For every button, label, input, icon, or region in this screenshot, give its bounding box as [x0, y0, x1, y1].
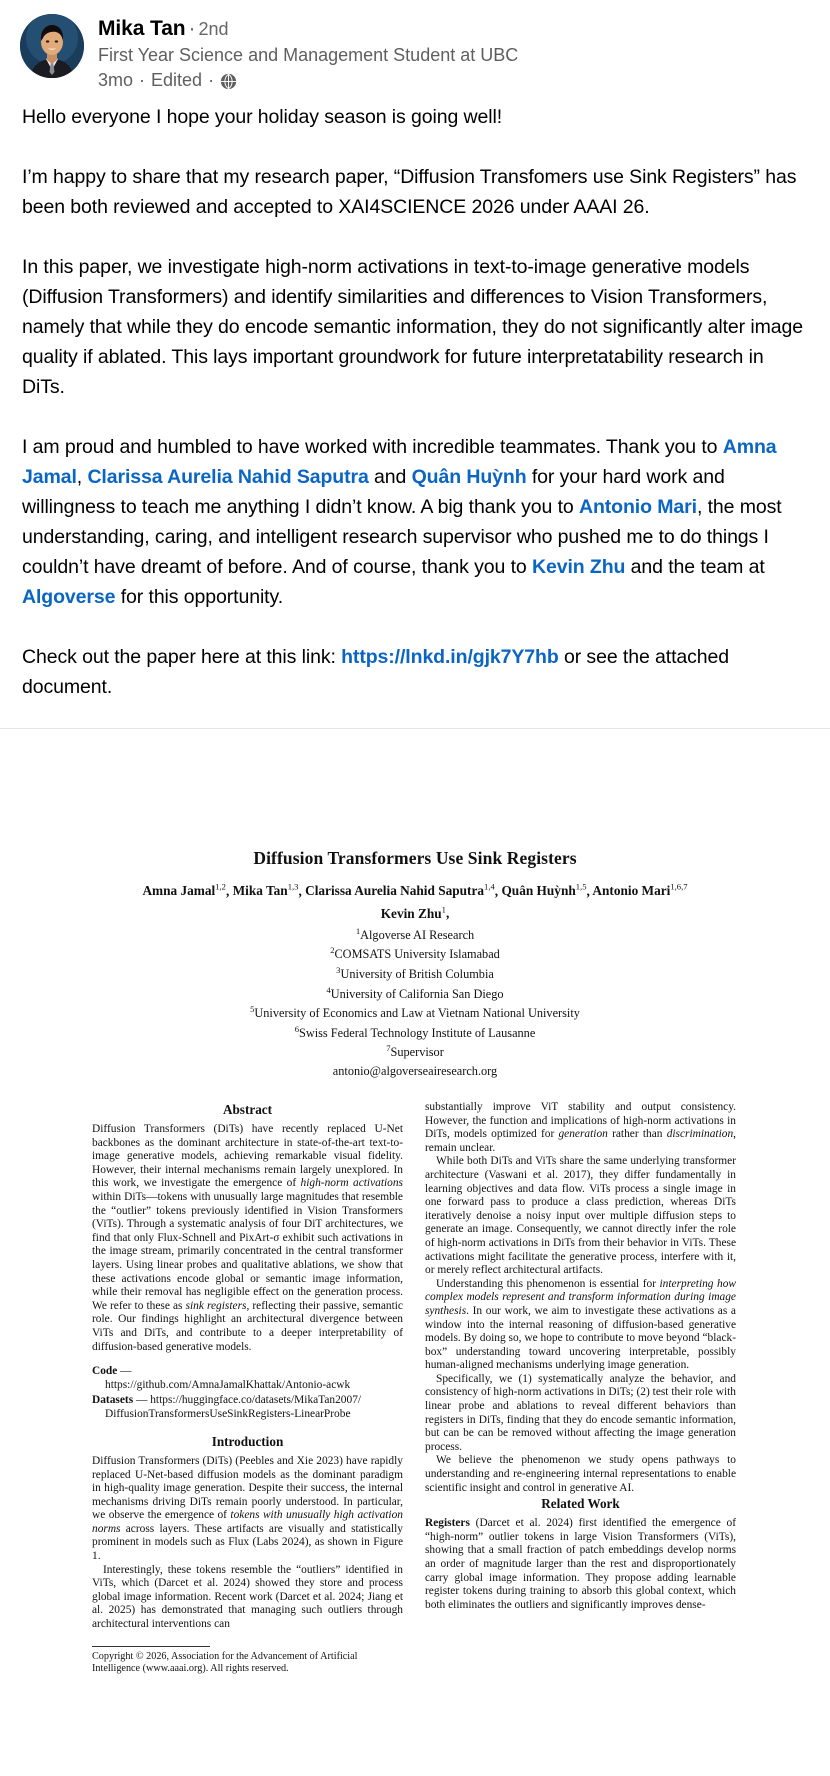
post-body [0, 94, 830, 728]
right-p1-italic-1: generation [558, 1128, 608, 1141]
code-block [92, 1364, 403, 1392]
document-columns [92, 1101, 738, 1675]
right-p3-part-a: Understanding this phenomenon is essential for [436, 1277, 660, 1290]
paper-title: Diffusion Transformers Use Sink Registers [253, 848, 577, 868]
right-p1-part-c: , remain unclear. [425, 1128, 736, 1154]
datasets-block [92, 1393, 403, 1421]
p5-text-b: or see the attached document. [22, 646, 730, 698]
mention-kevin-zhu[interactable]: Kevin Zhu [532, 556, 626, 578]
affiliation-6-text: Swiss Federal Technology Institute of Lausanne [299, 1025, 536, 1040]
page-bottom-spacer [92, 1675, 738, 1691]
author-1-sup: 1,3 [287, 882, 299, 892]
right-p3-part-b: . In our work, we aim to investigate these activations as a window into the internal reasoning of diffusion-based generative models. By doing so, we hope to contribute to move beyond “black-box” understanding toward uncovering interpretable, possibly human-aligned mechanisms underlying image generation. [425, 1304, 736, 1372]
affiliation-2-text: COMSATS University Islamabad [334, 947, 500, 962]
paper-affiliations [92, 924, 738, 1061]
author-name[interactable]: Mika Tan [98, 17, 186, 40]
post-time: 3mo [98, 70, 134, 90]
post-paragraph-3: In this paper, we investigate high-norm activations in text-to-image generative models (Diffusion Transformers) and identify similarities and differences to Vision Transformers, namely that while they do encode semantic information, they do not significantly alter image quality if ablated. This lays important groundwork for future interpretatability research in DiTs. [22, 256, 803, 398]
p4-text-f: and the team at [625, 556, 765, 578]
code-url[interactable]: https://github.com/AmnaJamalKhattak/Antonio-acwk [105, 1379, 351, 1392]
right-paragraph-3 [425, 1278, 736, 1373]
author-0-name: Amna Jamal [142, 883, 216, 899]
intro-paragraph-2: Interestingly, these tokens resemble the “outliers” identified in ViTs, which (Darcet et al. 2024) showed they store and process global image information. Recent work (Darcet et al. 2024; Jiang et al. 2025) has demonstrated that managing such outliers through architectural interventions can [92, 1563, 403, 1631]
related-work-text: (Darcet et al. 2024) first identified the emergence of “high-norm” outlier tokens in large Vision Transformers (ViTs), showing that a small fraction of patch embeddings develop norms an order of magnitude larger than the rest and disproportionately carry global image information. They propose adding learnable register tokens during training to absorb this global context, which both eliminates the outliers and significantly improves dense- [425, 1517, 736, 1611]
contact-email: antonio@algoverseairesearch.org [332, 1064, 498, 1078]
affiliation-6-num: 6 [294, 1023, 300, 1034]
abstract-part-2: within DiTs—tokens with unusually large magnitudes that resemble the “outlier” tokens previously identified in Vision Transformers (ViTs). Through a systematic analysis of four DiT architectures, we find that only Flux-Schnell and PixArt-σ exhibit such activations in the image stream, primarily concentrated in the central transformer layers. Using linear probes and qualitative ablations, we show that these activations encode global or semantic image information, while their removal has negligible effect on the generation process. We refer to these as [92, 1190, 403, 1312]
author-4 [592, 883, 687, 898]
author-2-name: Clarissa Aurelia Nahid Saputra [305, 883, 485, 899]
avatar[interactable] [20, 14, 84, 78]
author-4-name: Antonio Mari [592, 883, 671, 899]
affiliation-5-num: 5 [250, 1004, 255, 1015]
datasets-label: Datasets [92, 1393, 134, 1406]
affiliation-1-num: 1 [355, 925, 361, 936]
code-dash: — [117, 1365, 132, 1378]
affiliation-4 [92, 983, 738, 1003]
affiliation-1 [92, 924, 738, 944]
datasets-url-cont[interactable]: DiffusionTransformersUseSinkRegisters-LinearProbe [105, 1407, 351, 1420]
post-paragraph-2: I’m happy to share that my research paper, “Diffusion Transfomers use Sink Registers” has been both reviewed and accepted to XAI4SCIENCE 2026 under AAAI 26. [22, 166, 797, 218]
affiliation-3-num: 3 [336, 965, 341, 976]
post-paragraph-1: Hello everyone I hope your holiday season is going well! [22, 106, 503, 128]
affiliation-2-num: 2 [330, 945, 335, 956]
affiliation-7 [92, 1041, 738, 1061]
post-paragraph-5 [22, 642, 808, 702]
document-column-left [92, 1101, 403, 1675]
author-4-sup: 1,6,7 [670, 882, 688, 892]
affiliation-7-text: Supervisor [390, 1045, 444, 1060]
right-paragraph-4: Specifically, we (1) systematically analyze the behavior, and consistency of high-norm activations in DiTs; (2) test their role with linear probe and ablations to reveal different behaviors than registers in DiTs, finding that they do encode semantic information, but can be can be removed without affecting the image generation process. [425, 1372, 736, 1453]
abstract-italic-1: high-norm activations [300, 1177, 403, 1190]
intro-p1-italic: tokens with unusually high activation norms [92, 1509, 403, 1535]
right-p1-italic-2: discrimination [666, 1128, 734, 1141]
related-work-heading: Related Work [541, 1496, 620, 1512]
right-paragraph-2: While both DiTs and ViTs share the same underlying transformer architecture (Vaswani et al. 2017), they differ fundamentally in learning objectives and data flow. ViTs process a single image in one forward pass to produce a class prediction, whereas DiTs iteratively denoise a noisy input over multiple diffusion steps to generate an image. Consequently, we cannot directly infer the role of high-norm activations in DiTs from their behavior in ViTs. These activations might facilitate the generative process, interfere with it, or merely reflect architectural artifacts. [425, 1155, 736, 1277]
intro-paragraph-1 [92, 1455, 403, 1564]
right-p3-italic: interpreting how complex models represent and transform information during image synthesis [425, 1277, 736, 1317]
datasets-url[interactable]: https://huggingface.co/datasets/MikaTan2007/ [150, 1393, 362, 1406]
globe-icon [220, 72, 237, 89]
document-column-right [425, 1101, 736, 1675]
mention-quan-huynh[interactable]: Quân Huỳnh [411, 466, 527, 488]
affiliation-1-text: Algoverse AI Research [360, 927, 475, 942]
author-identity [98, 14, 518, 92]
author-5-name: Kevin Zhu [380, 905, 442, 921]
intro-p1-part-a: Diffusion Transformers (DiTs) (Peebles and Xie 2023) have rapidly replaced U-Net-based diffusion models as the dominant paradigm in high-quality image generation. Despite their success, the internal mechanisms driving DiTs remain poorly understood. In particular, we observe the emergence of [92, 1454, 403, 1522]
footnote-rule [92, 1646, 210, 1647]
connection-degree: 2nd [198, 19, 229, 39]
author-5 [381, 906, 446, 921]
p4-text-d: for your hard work and willingness to teach me anything I didn’t know. A big thank you to [22, 466, 725, 518]
right-p1-part-a: substantially improve ViT stability and output consistency. However, the function and implications of high-norm activations in DiTs, models optimized for [425, 1101, 736, 1141]
affiliation-6 [92, 1022, 738, 1042]
affiliation-4-text: University of California San Diego [330, 986, 504, 1001]
mention-algoverse[interactable]: Algoverse [22, 586, 116, 608]
affiliation-2 [92, 943, 738, 963]
author-name-line [98, 16, 518, 42]
paper-link[interactable]: https://lnkd.in/gjk7Y7hb [341, 646, 559, 668]
p4-text-g: for this opportunity. [115, 586, 284, 608]
affiliation-5 [92, 1002, 738, 1022]
author-2 [305, 883, 495, 898]
author-2-sup: 1,4 [484, 882, 495, 892]
author-1 [233, 883, 299, 898]
abstract-italic-2: sink registers [185, 1299, 247, 1312]
related-work-lead-in: Registers [425, 1517, 470, 1530]
p4-text-c: and [368, 466, 412, 488]
affiliation-5-text: University of Economics and Law at Vietnam National University [254, 1006, 580, 1021]
right-paragraph-1 [425, 1101, 736, 1155]
mention-clarissa-saputra[interactable]: Clarissa Aurelia Nahid Saputra [87, 466, 369, 488]
p5-text-a: Check out the paper here at this link: [22, 646, 342, 668]
author-3 [501, 883, 586, 898]
post-header [0, 0, 830, 94]
p4-text-e: , the most understanding, caring, and intelligent research supervisor who pushed me to do things I couldn’t have dreamt of before. And of course, thank you to [22, 496, 782, 578]
code-label: Code [92, 1365, 118, 1378]
abstract-part-1: Diffusion Transformers (DiTs) have recently replaced U-Net backbones as the dominant architecture in state-of-the-art text-to-image generative models, achieving remarkable visual fidelity. However, their internal mechanisms remain largely unexplored. In this work, we investigate the emergence of [92, 1123, 403, 1190]
author-3-sup: 1,5 [575, 882, 587, 892]
meta-separator-2: · [208, 70, 215, 90]
post-meta [98, 68, 518, 92]
affiliation-4-num: 4 [326, 984, 331, 995]
p4-text-a: I am proud and humbled to have worked with incredible teammates. Thank you to [22, 436, 723, 458]
post-paragraph-4 [22, 432, 808, 612]
name-separator: · [188, 17, 196, 40]
author-1-name: Mika Tan [232, 883, 288, 899]
abstract-part-3: , reflecting their passive, semantic role. Our findings highlight an architectural divergence between ViTs and DiTs, and contribute to a deeper interpretability of diffusion-based generative models. [92, 1299, 403, 1353]
mention-antonio-mari[interactable]: Antonio Mari [578, 496, 697, 518]
post-edited: Edited [151, 70, 203, 90]
copyright-footnote: Copyright © 2026, Association for the Advancement of Artificial Intelligence (www.aaai.org). All rights reserved. [92, 1650, 358, 1674]
right-paragraph-5: We believe the phenomenon we study opens pathways to understanding and re-engineering internal representations to enable scientific insight and control in generative AI. [425, 1454, 736, 1494]
meta-separator-1: · [139, 70, 146, 90]
right-p1-part-b: rather than [607, 1128, 667, 1141]
affiliation-3 [92, 963, 738, 983]
intro-p1-part-b: across layers. These artifacts are visually and statistically prominent in models such as Flux (Labs 2024), as shown in Figure 1. [92, 1522, 403, 1563]
abstract-text [92, 1123, 403, 1354]
author-headline: First Year Science and Management Student at UBC [98, 45, 519, 65]
author-0 [142, 883, 226, 898]
author-5-sup: 1 [441, 904, 446, 915]
attached-document[interactable] [0, 729, 830, 1691]
abstract-heading: Abstract [222, 1102, 273, 1117]
datasets-dash: — [133, 1393, 151, 1406]
author-3-name: Quân Huỳnh [501, 883, 576, 899]
p4-text-b: , [76, 466, 88, 488]
related-work-paragraph [425, 1517, 736, 1612]
author-0-sup: 1,2 [215, 882, 226, 892]
paper-authors: Amna Jamal$^{1,2}$, Mika Tan$^{1,3}$, Clarissa Aurelia Nahid Saputra$^{1,4}$, Quân Huỳnh$^{1,5}$, Antonio Mari$^{1,6,7}$ Kevin Zhu$^1$, [142, 882, 688, 921]
avatar-photo [20, 14, 84, 78]
introduction-heading: Introduction [211, 1433, 284, 1449]
affiliation-7-num: 7 [386, 1043, 391, 1054]
affiliation-3-text: University of British Columbia [340, 967, 494, 982]
mention-amna-jamal[interactable]: Amna Jamal [22, 436, 777, 488]
document-page-1 [0, 729, 830, 1691]
